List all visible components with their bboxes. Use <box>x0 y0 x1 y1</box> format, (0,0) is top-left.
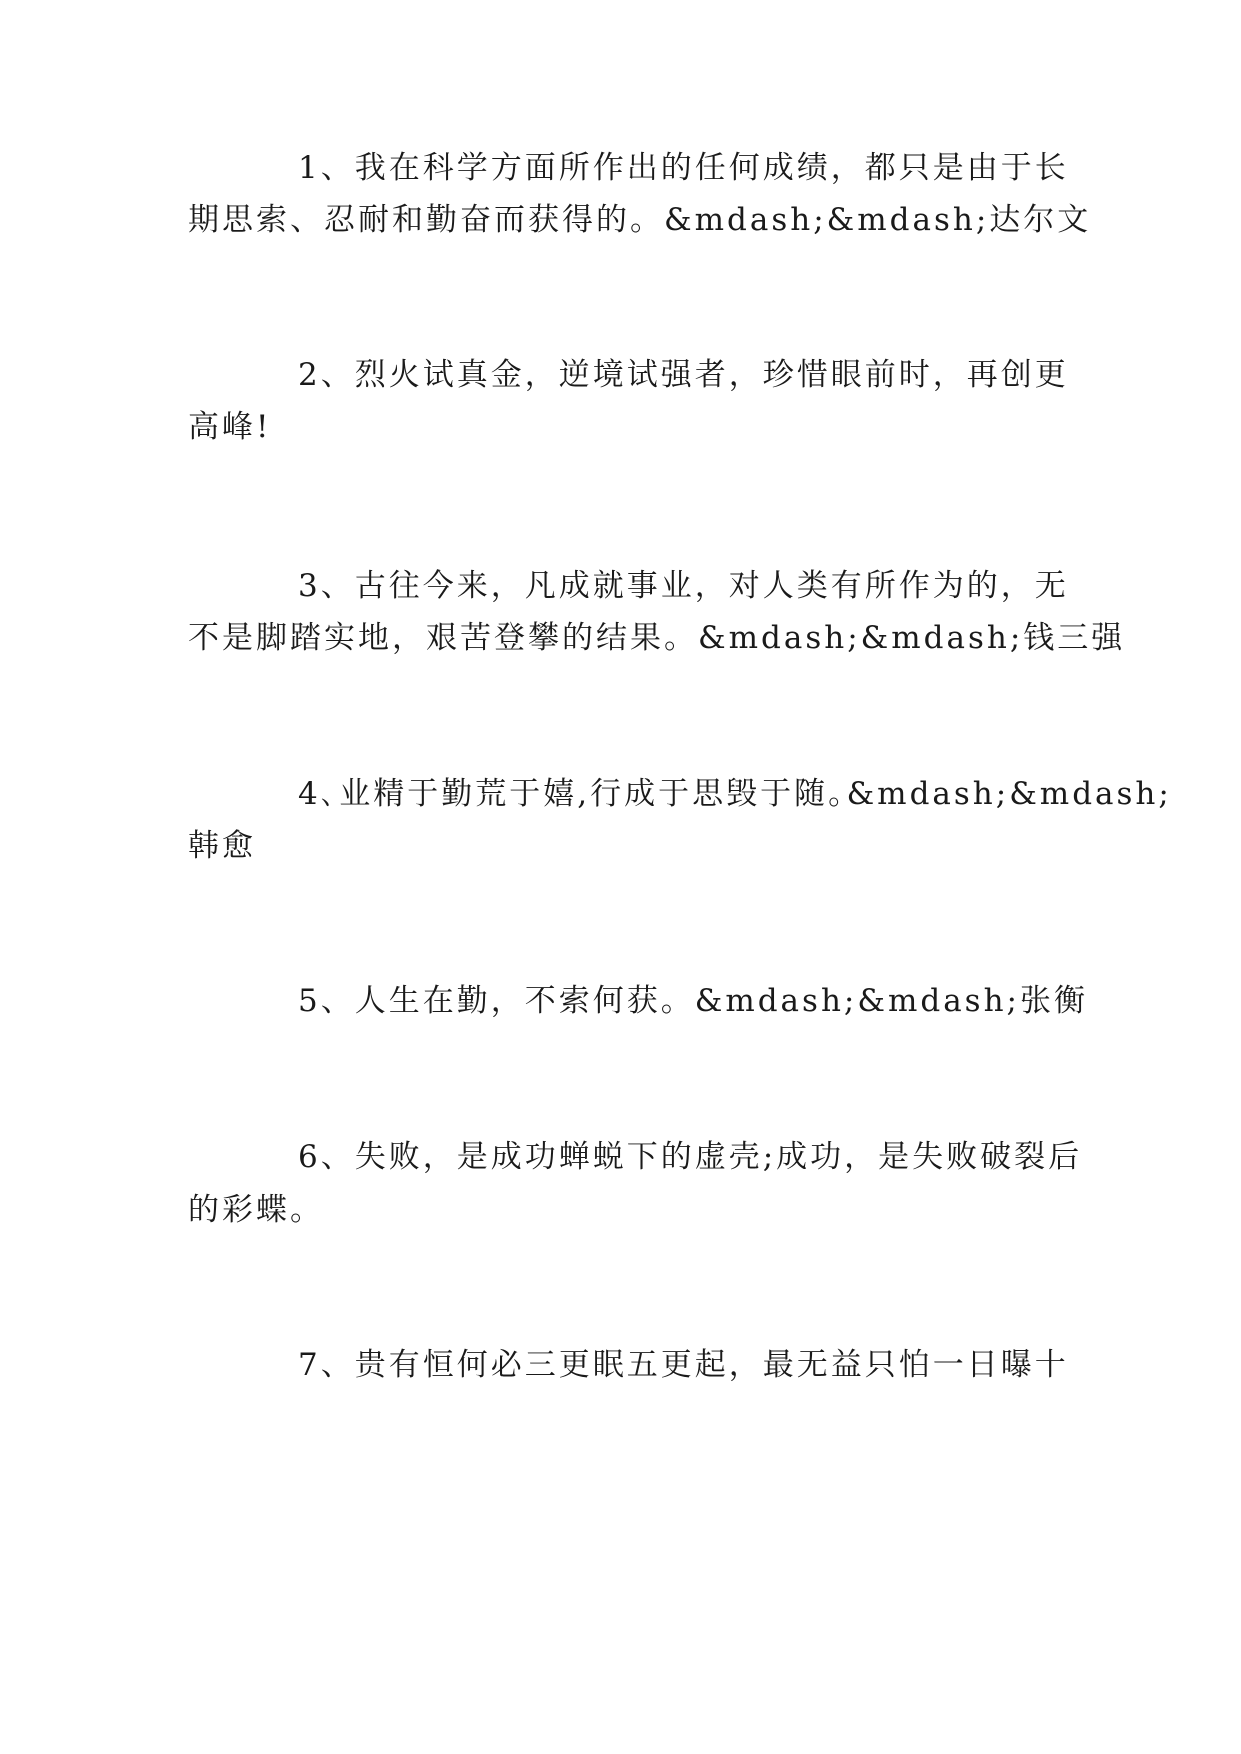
paragraph-6-line-1: 6、失败，是成功蝉蜕下的虚壳;成功，是失败破裂后 <box>298 1139 1083 1175</box>
paragraph-4-line-2: 韩愈 <box>188 828 256 864</box>
paragraph-2-line-1: 2、烈火试真金，逆境试强者，珍惜眼前时，再创更 <box>298 357 1069 393</box>
paragraph-3-line-2: 不是脚踏实地，艰苦登攀的结果。&mdash;&mdash;钱三强 <box>188 620 1126 656</box>
paragraph-7-line-1: 7、贵有恒何必三更眠五更起，最无益只怕一日曝十 <box>298 1347 1069 1383</box>
paragraph-5-line-1: 5、人生在勤，不索何获。&mdash;&mdash;张衡 <box>298 983 1088 1019</box>
paragraph-4-line-1: 4､业精于勤荒于嬉,行成于思毁于随｡&mdash;&mdash; <box>298 776 1172 812</box>
paragraph-6-line-2: 的彩蝶。 <box>188 1192 324 1228</box>
paragraph-2-line-2: 高峰! <box>188 409 272 445</box>
paragraph-1-line-1: 1、我在科学方面所作出的任何成绩，都只是由于长 <box>298 150 1069 186</box>
paragraph-3-line-1: 3、古往今来，凡成就事业，对人类有所作为的，无 <box>298 568 1069 604</box>
paragraph-1-line-2: 期思索、忍耐和勤奋而获得的。&mdash;&mdash;达尔文 <box>188 202 1092 238</box>
